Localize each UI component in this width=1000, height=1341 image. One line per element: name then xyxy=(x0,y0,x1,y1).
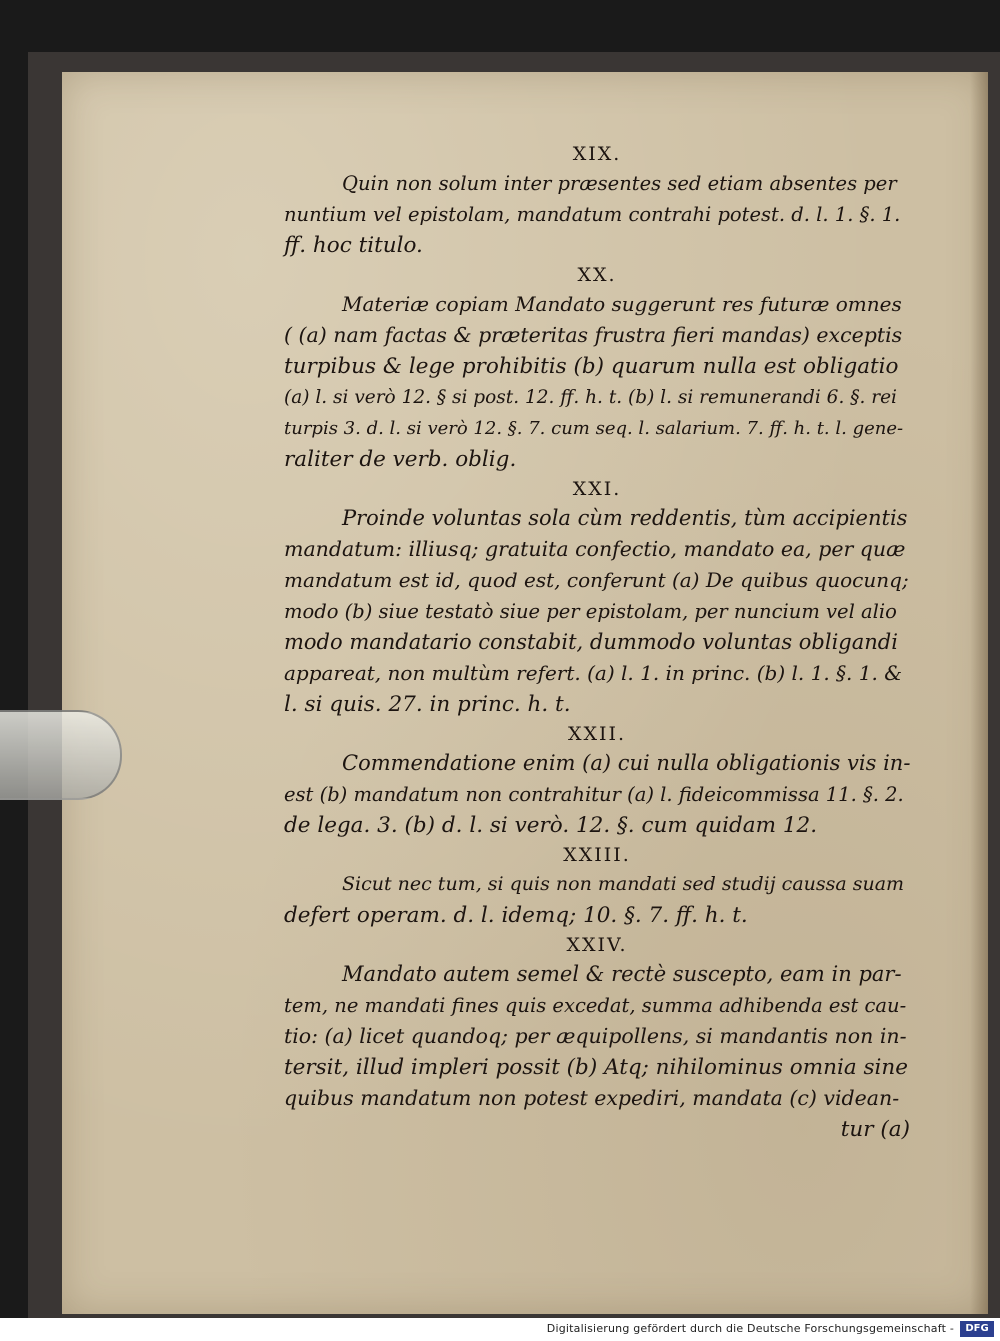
paragraph-xxii xyxy=(284,748,910,841)
text-line: tem, ne mandati fines quis excedat, summa adhibenda est cau- xyxy=(284,994,907,1017)
section-heading-xx: XX. xyxy=(577,264,617,286)
paragraph-xix xyxy=(284,168,910,261)
text-line: mandatum: illiusq; gratuita confectio, mandato ea, per quæ xyxy=(284,537,906,561)
footer-bar xyxy=(0,1318,1000,1341)
text-line: defert operam. d. l. idemq; 10. §. 7. ff. h. t. xyxy=(284,903,748,928)
section-heading-xix: XIX. xyxy=(572,143,622,165)
text-line: nuntium vel epistolam, mandatum contrahi potest. d. l. 1. §. 1. xyxy=(284,203,901,226)
section-heading-xxiv: XXIV. xyxy=(566,934,628,956)
text-line: raliter de verb. oblig. xyxy=(284,447,517,472)
text-line: ff. hoc titulo. xyxy=(284,233,423,258)
text-line: (a) l. si verò 12. § si post. 12. ff. h. t. (b) l. si remunerandi 6. §. rei xyxy=(284,387,897,408)
text-line: Commendatione enim (a) cui nulla obligationis vis in- xyxy=(342,751,911,775)
text-line: est (b) mandatum non contrahitur (a) l. fideicommissa 11. §. 2. xyxy=(284,783,904,806)
text-line: appareat, non multùm refert. (a) l. 1. in princ. (b) l. 1. §. 1. & xyxy=(284,661,903,685)
text-line: turpis 3. d. l. si verò 12. §. 7. cum seq. l. salarium. 7. ff. h. t. l. gene- xyxy=(284,418,904,439)
page-text xyxy=(284,140,910,1145)
section-heading-xxii: XXII. xyxy=(567,723,627,745)
text-line: Materiæ copiam Mandato suggerunt res futuræ omnes xyxy=(342,292,902,316)
section-heading-xxi: XXI. xyxy=(572,478,622,500)
paragraph-xx xyxy=(284,289,910,475)
text-line: Sicut nec tum, si quis non mandati sed studij caussa suam xyxy=(342,873,905,895)
catchword-line: tur (a) xyxy=(840,1117,910,1142)
dfg-logo: DFG xyxy=(960,1321,994,1337)
text-line: quibus mandatum non potest expediri, mandata (c) videan- xyxy=(284,1086,900,1110)
text-line: l. si quis. 27. in princ. h. t. xyxy=(284,692,571,717)
text-line: Quin non solum inter præsentes sed etiam absentes per xyxy=(342,172,897,195)
plastic-page-clip xyxy=(0,710,122,800)
text-line: Proinde voluntas sola cùm reddentis, tùm accipientis xyxy=(342,506,908,530)
text-line: mandatum est id, quod est, conferunt (a) De quibus quocunq; xyxy=(284,568,909,592)
text-line: turpibus & lege prohibitis (b) quarum nulla est obligatio xyxy=(284,354,899,379)
paragraph-xxiv xyxy=(284,959,910,1145)
paragraph-xxiii xyxy=(284,869,910,931)
text-line: tersit, illud impleri possit (b) Atq; nihilominus omnia sine xyxy=(284,1055,908,1080)
text-line: tio: (a) licet quandoq; per æquipollens, si mandantis non in- xyxy=(284,1024,907,1048)
funding-credit: Digitalisierung gefördert durch die Deutsche Forschungsgemeinschaft - xyxy=(546,1322,954,1335)
paragraph-xxi xyxy=(284,503,910,720)
text-line: Mandato autem semel & rectè suscepto, eam in par- xyxy=(342,962,902,986)
section-heading-xxiii: XXIII. xyxy=(563,844,631,866)
text-line: modo (b) siue testatò siue per epistolam, per nuncium vel alio xyxy=(284,600,897,623)
text-line: de lega. 3. (b) d. l. si verò. 12. §. cum quidam 12. xyxy=(284,813,818,838)
page-edge-shadow xyxy=(970,72,988,1314)
text-line: modo mandatario constabit, dummodo voluntas obligandi xyxy=(284,630,898,654)
text-line: ( (a) nam factas & præteritas frustra fieri mandas) exceptis xyxy=(284,323,903,347)
